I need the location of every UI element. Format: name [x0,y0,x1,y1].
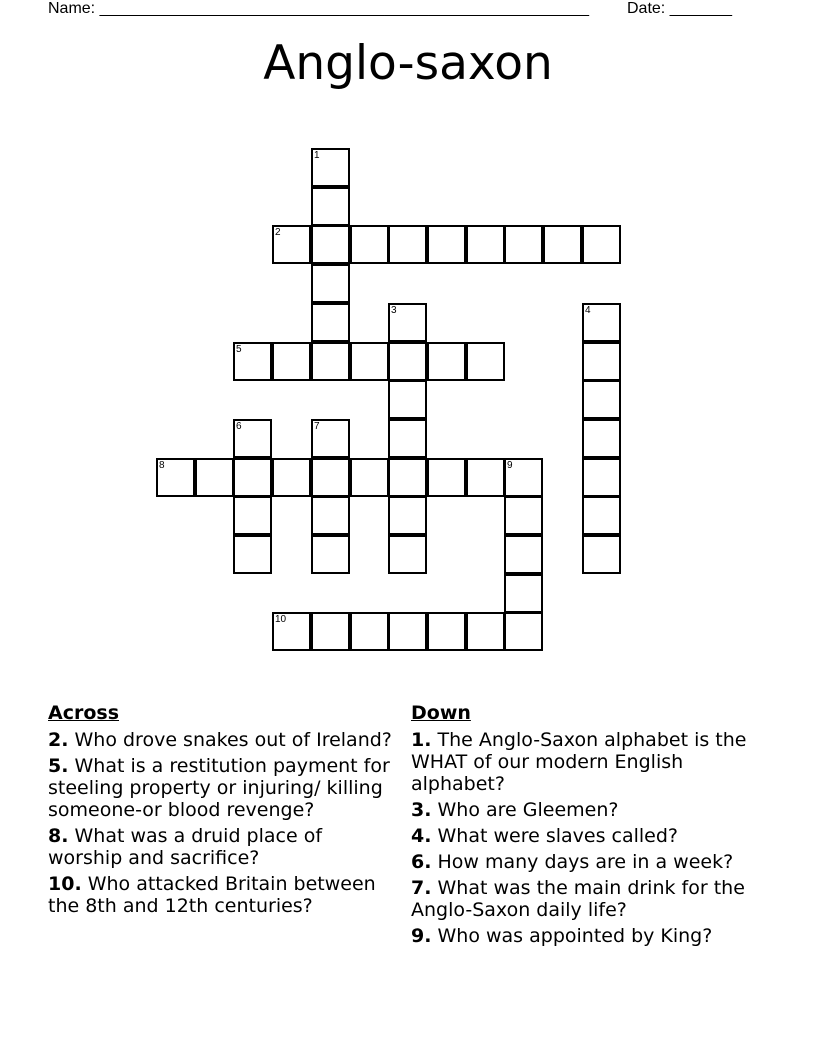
clue-text: How many days are in a week? [437,851,734,873]
crossword-cell[interactable] [388,535,427,574]
crossword-cell[interactable] [350,612,389,651]
crossword-cell[interactable] [388,380,427,419]
crossword-cell[interactable] [466,458,505,497]
down-clue-3 [411,799,761,821]
crossword-cell[interactable] [350,458,389,497]
clue-number: 7. [411,877,432,899]
down-heading: Down [411,702,471,724]
name-field-label: Name: _______________________________________________________ [48,0,589,17]
across-clue-8 [48,825,398,869]
clue-text: The Anglo-Saxon alphabet is the WHAT of our modern English alphabet? [411,729,747,795]
crossword-cell[interactable] [311,458,350,497]
crossword-cell[interactable] [311,264,350,303]
clue-number: 4. [411,825,432,847]
crossword-cell[interactable] [504,612,543,651]
clue-number: 6. [411,851,432,873]
clue-number: 3. [411,799,432,821]
page-title: Anglo-saxon [263,36,553,91]
crossword-cell[interactable] [311,496,350,535]
crossword-cell[interactable] [388,496,427,535]
crossword-cell[interactable] [233,342,272,381]
across-clue-2 [48,729,398,751]
crossword-cell[interactable] [233,496,272,535]
clue-number-label: 8 [159,460,165,471]
crossword-cell[interactable] [504,574,543,613]
across-clues [48,702,398,921]
crossword-cell[interactable] [466,612,505,651]
across-clue-5 [48,755,398,821]
crossword-cell[interactable] [388,303,427,342]
crossword-cell[interactable] [582,419,621,458]
date-field-label: Date: _______ [627,0,732,17]
crossword-cell[interactable] [388,225,427,264]
clue-number-label: 1 [314,150,320,161]
across-heading: Across [48,702,120,724]
crossword-cell[interactable] [582,342,621,381]
crossword-cell[interactable] [466,342,505,381]
crossword-cell[interactable] [311,303,350,342]
crossword-cell[interactable] [466,225,505,264]
clue-text: Who drove snakes out of Ireland? [74,729,392,751]
crossword-cell[interactable] [311,342,350,381]
crossword-cell[interactable] [427,612,466,651]
crossword-cell[interactable] [350,342,389,381]
clue-number-label: 5 [236,344,242,355]
crossword-cell[interactable] [156,458,195,497]
crossword-cell[interactable] [233,419,272,458]
crossword-cell[interactable] [504,535,543,574]
crossword-cell[interactable] [388,458,427,497]
crossword-cell[interactable] [311,535,350,574]
clue-number-label: 9 [507,460,513,471]
clue-number: 10. [48,873,82,895]
clue-text: Who was appointed by King? [437,925,713,947]
crossword-cell[interactable] [582,380,621,419]
clue-number-label: 4 [585,305,591,316]
crossword-cell[interactable] [350,225,389,264]
crossword-cell[interactable] [504,458,543,497]
down-clue-7 [411,877,761,921]
clue-number-label: 2 [275,227,281,238]
across-clue-10 [48,873,398,917]
clue-text: Who are Gleemen? [437,799,619,821]
crossword-cell[interactable] [582,458,621,497]
crossword-cell[interactable] [427,342,466,381]
crossword-cell[interactable] [311,612,350,651]
crossword-cell[interactable] [272,612,311,651]
crossword-cell[interactable] [504,225,543,264]
crossword-cell[interactable] [427,458,466,497]
clue-number: 9. [411,925,432,947]
clue-text: Who attacked Britain between the 8th and 12th centuries? [48,873,376,917]
clue-number-label: 3 [391,305,397,316]
clue-number: 2. [48,729,69,751]
crossword-cell[interactable] [427,225,466,264]
clue-number-label: 6 [236,421,242,432]
crossword-cell[interactable] [582,303,621,342]
crossword-cell[interactable] [195,458,234,497]
crossword-cell[interactable] [233,458,272,497]
crossword-cell[interactable] [582,496,621,535]
crossword-cell[interactable] [311,419,350,458]
crossword-cell[interactable] [272,225,311,264]
crossword-cell[interactable] [272,342,311,381]
crossword-cell[interactable] [388,612,427,651]
crossword-cell[interactable] [311,148,350,187]
clue-number-label: 10 [275,614,287,625]
clue-number: 1. [411,729,432,751]
down-clue-4 [411,825,761,847]
down-clue-1 [411,729,761,795]
crossword-cell[interactable] [233,535,272,574]
down-clues [411,702,761,951]
clue-number: 8. [48,825,69,847]
clue-text: What was a druid place of worship and sacrifice? [48,825,323,869]
clue-number: 5. [48,755,69,777]
crossword-cell[interactable] [311,225,350,264]
crossword-cell[interactable] [388,342,427,381]
crossword-cell[interactable] [388,419,427,458]
down-clue-9 [411,925,761,947]
clue-number-label: 7 [314,421,320,432]
crossword-cell[interactable] [504,496,543,535]
crossword-cell[interactable] [582,225,621,264]
clue-text: What was the main drink for the Anglo-Saxon daily life? [411,877,745,921]
clue-text: What were slaves called? [437,825,678,847]
crossword-cell[interactable] [543,225,582,264]
down-clue-6 [411,851,761,873]
clue-text: What is a restitution payment for steeling property or injuring/ killing someone-or blood revenge? [48,755,390,821]
crossword-cell[interactable] [272,458,311,497]
crossword-cell[interactable] [311,187,350,226]
crossword-cell[interactable] [582,535,621,574]
